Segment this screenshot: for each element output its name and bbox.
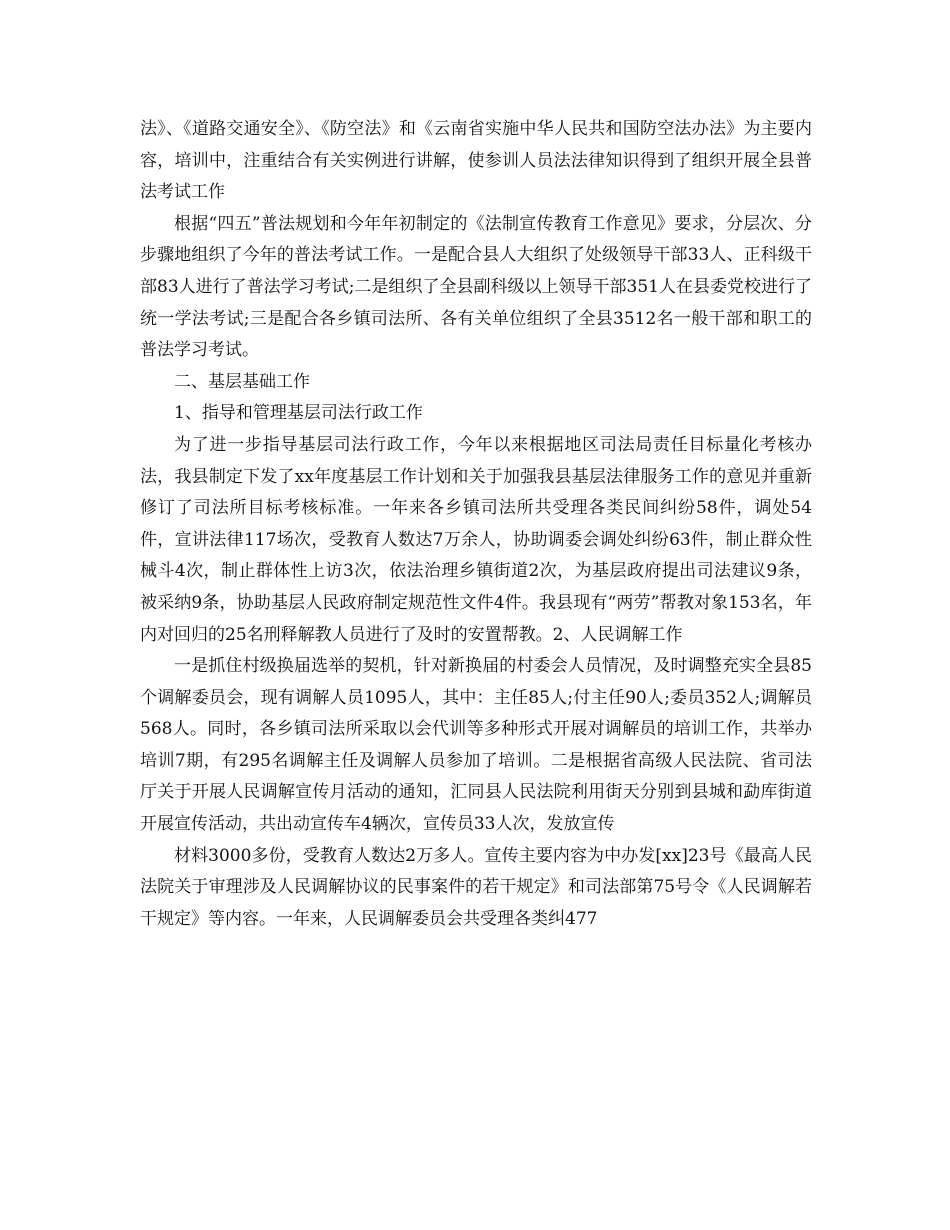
paragraph-1: 法》、《道路交通安全》、《防空法》和《云南省实施中华人民共和国防空法办法》为主要内容，培训中，注重结合有关实例进行讲解，使参训人员法法律知识得到了组织开展全县普法考试工作 xyxy=(140,119,812,203)
section-heading-2: 二、基层基础工作 xyxy=(174,371,310,392)
subsection-heading-1: 1、指导和管理基层司法行政工作 xyxy=(174,403,423,424)
paragraph-2: 根据“四五”普法规划和今年年初制定的《法制宣传教育工作意见》要求，分层次、分步骤地组织了今年的普法考试工作。一是配合县人大组织了处级领导干部33人、正科级干部83人进行了普法学习考试;二是组织了全县副科级以上领导干部351人在县委党校进行了统一学法考试;三是配合各乡镇司法所、各有关单位组织了全县3512名一般干部和职工的普法学习考试。 xyxy=(140,213,812,361)
document-page xyxy=(140,114,812,935)
paragraph-6: 一是抓住村级换届选举的契机，针对新换届的村委会人员情况，及时调整充实全县85个调解委员会，现有调解人员1095人，其中：主任85人;付主任90人;委员352人;调解员568人。同时，各乡镇司法所采取以会代训等多种形式开展对调解员的培训工作，共举办培训7期，有295名调解主任及调解人员参加了培训。二是根据省高级人民法院、省司法厅关于开展人民调解宣传月活动的通知，汇同县人民法院利用街天分别到县城和勐库街道开展宣传活动，共出动宣传车4辆次，宣传员33人次，发放宣传 xyxy=(140,656,812,835)
paragraph-7: 材料3000多份，受教育人数达2万多人。宣传主要内容为中办发[xx]23号《最高人民法院关于审理涉及人民调解协议的民事案件的若干规定》和司法部第75号令《人民调解若干规定》等内容。一年来，人民调解委员会共受理各类纠477 xyxy=(140,845,812,929)
paragraph-5: 为了进一步指导基层司法行政工作，今年以来根据地区司法局责任目标量化考核办法，我县制定下发了xx年度基层工作计划和关于加强我县基层法律服务工作的意见并重新修订了司法所目标考核标准。一年来各乡镇司法所共受理各类民间纠纷58件，调处54件，宣讲法律117场次，受教育人数达7万余人，协助调委会调处纠纷63件，制止群众性械斗4次，制止群体性上访3次，依法治理乡镇街道2次，为基层政府提出司法建议9条，被采纳9条，协助基层人民政府制定规范性文件4件。我县现有“两劳”帮教对象153名，年内对回归的25名刑释解教人员进行了及时的安置帮教。2、人民调解工作 xyxy=(140,434,812,645)
